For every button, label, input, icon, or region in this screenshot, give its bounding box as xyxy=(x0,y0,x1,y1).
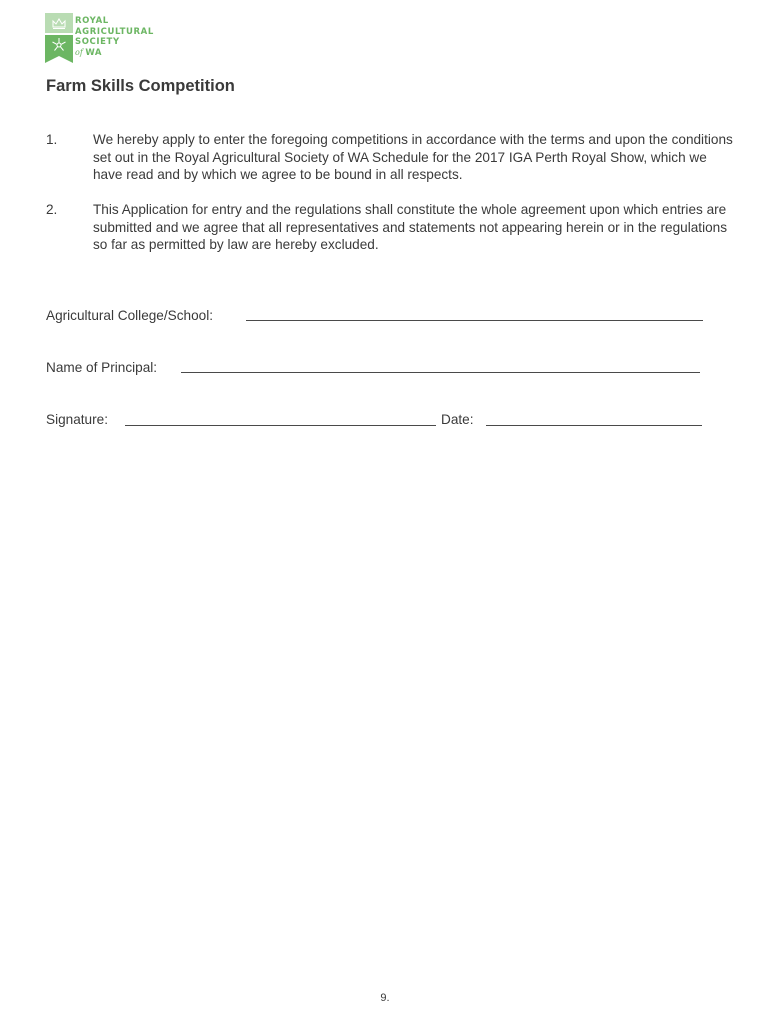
page-title: Farm Skills Competition xyxy=(46,77,235,95)
logo-line-3: SOCIETY xyxy=(75,37,120,47)
date-field[interactable] xyxy=(486,425,702,426)
clause-2 xyxy=(46,201,736,254)
page-number: 9. xyxy=(380,992,390,1004)
logo-wordmark xyxy=(75,16,154,58)
clause-text: This Application for entry and the regulations shall constitute the whole agreement upon which entries are submitted and we agree that all representatives and statements not appearing herein or in the regulations so far as permitted by law are hereby excluded. xyxy=(93,202,728,252)
logo-line-4: of WA xyxy=(75,47,103,58)
logo-line-2: AGRICULTURAL xyxy=(75,26,154,37)
ras-wa-logo xyxy=(45,13,175,65)
logo-line-1: ROYAL xyxy=(75,16,109,26)
signature-field[interactable] xyxy=(125,425,436,426)
clause-1 xyxy=(46,131,736,184)
clause-text: We hereby apply to enter the foregoing competitions in accordance with the terms and upon the conditions set out in the Royal Agricultural Society of WA Schedule for the 2017 IGA Perth Royal Show, which we have read and by which we agree to be bound in all respects. xyxy=(93,132,733,182)
principal-field[interactable] xyxy=(181,372,700,373)
college-label: Agricultural College/School: xyxy=(46,308,213,323)
college-field[interactable] xyxy=(246,320,703,321)
clause-number: 1. xyxy=(46,132,58,147)
principal-label: Name of Principal: xyxy=(46,360,158,375)
clause-number: 2. xyxy=(46,202,58,217)
signature-label: Signature: xyxy=(46,412,108,427)
date-label: Date: xyxy=(441,412,474,427)
ras-crest-icon xyxy=(45,13,73,63)
